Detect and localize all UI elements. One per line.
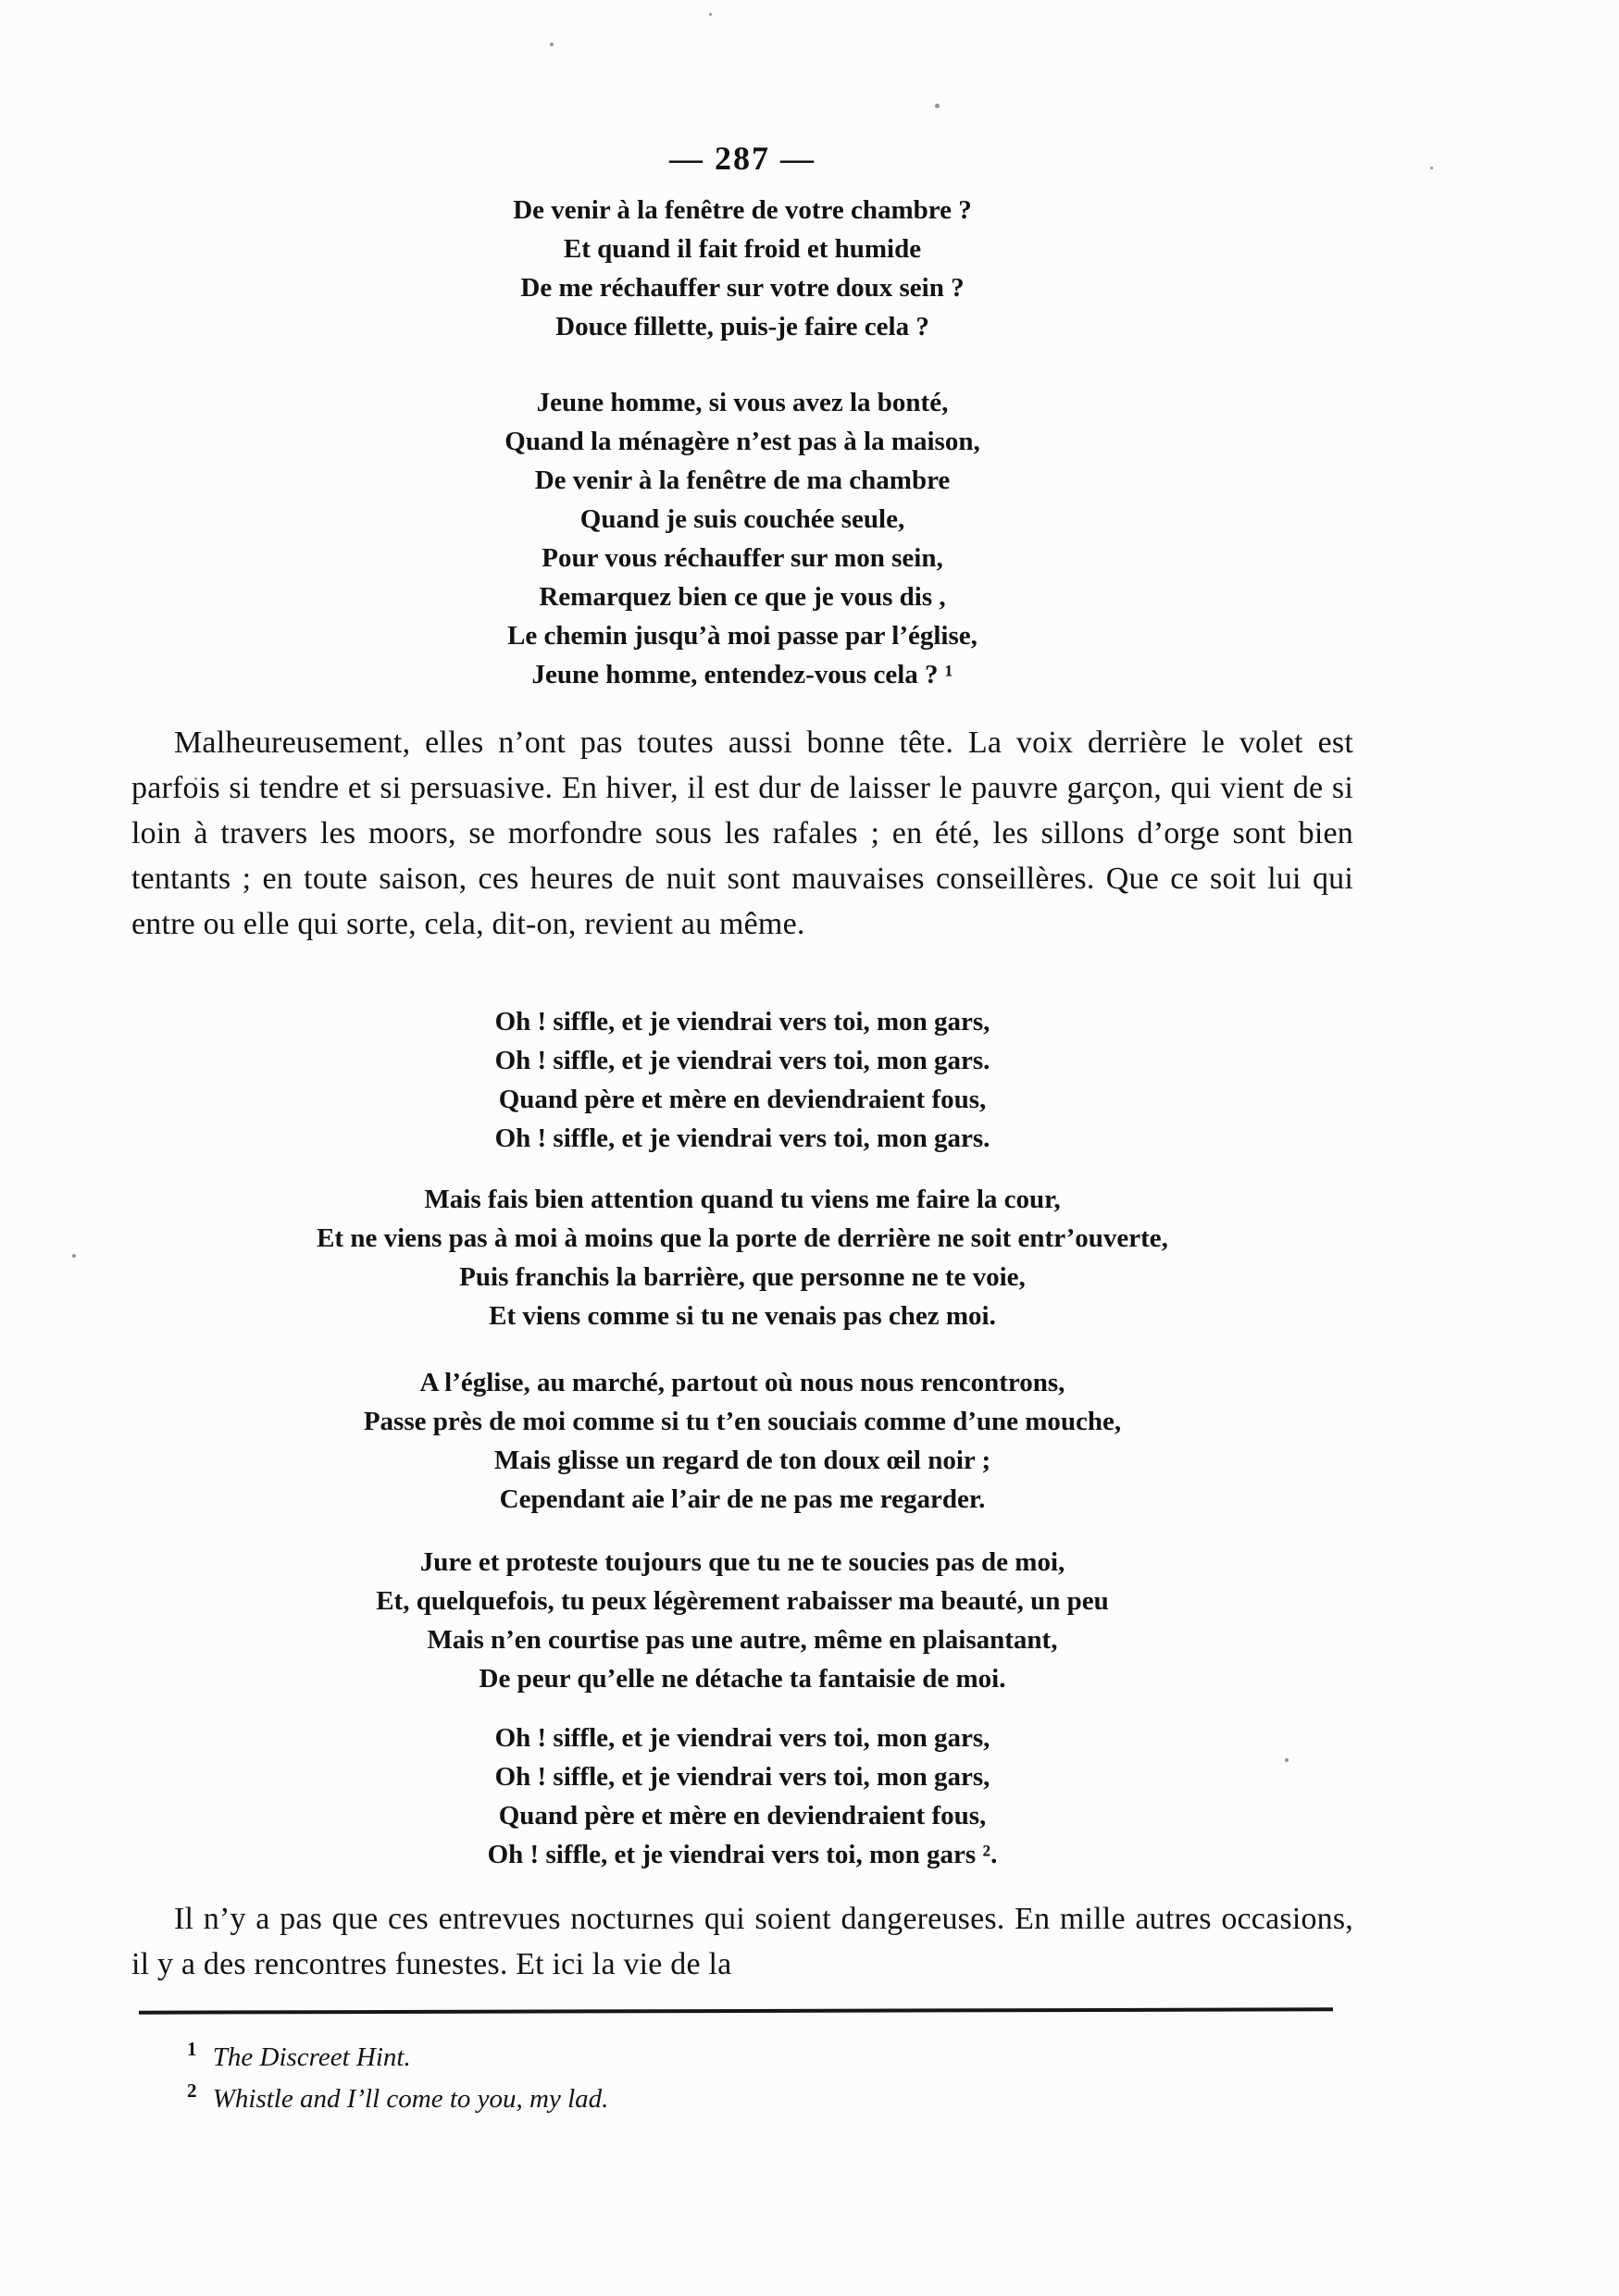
verse-line: Et viens comme si tu ne venais pas chez moi. [489, 1301, 996, 1331]
verse-line: Remarquez bien ce que je vous dis , [539, 582, 946, 612]
verse-stanza-1 [131, 191, 1353, 346]
footnote-text: Whistle and I’ll come to you, my lad. [212, 2084, 609, 2114]
verse-line: Passe près de moi comme si tu t’en souciais comme d’une mouche, [363, 1407, 1122, 1436]
verse-line: Oh ! siffle, et je viendrai vers toi, mon gars, [494, 1723, 990, 1753]
prose-paragraph-2: Il n’y a pas que ces entrevues nocturnes qui soient dangereuses. En mille autres occasions, il y a des rencontres funestes. Et ici la vie de la [131, 1902, 1353, 1981]
verse-line: Oh ! siffle, et je viendrai vers toi, mon gars. [494, 1123, 990, 1153]
verse-line: Oh ! siffle, et je viendrai vers toi, mon gars ². [487, 1840, 998, 1869]
scan-speck [72, 1254, 76, 1258]
footnote-separator-rule [139, 2007, 1333, 2014]
verse-line: Mais n’en courtise pas une autre, même en plaisantant, [427, 1625, 1058, 1655]
verse-line: Quand je suis couchée seule, [579, 504, 905, 534]
verse-line: Mais fais bien attention quand tu viens me faire la cour, [424, 1185, 1061, 1214]
verse-line: Jeune homme, si vous avez la bonté, [536, 388, 949, 417]
verse-line: De peur qu’elle ne détache ta fantaisie de moi. [479, 1664, 1006, 1694]
page-number: — 287 — [669, 140, 816, 177]
verse-line: De me réchauffer sur votre doux sein ? [520, 273, 965, 303]
verse-line: Le chemin jusqu’à moi passe par l’église, [507, 621, 978, 651]
footnote-marker: 2 [187, 2079, 197, 2103]
verse-line: Cependant aie l’air de ne pas me regarder. [499, 1484, 986, 1514]
verse-line: A l’église, au marché, partout où nous nous rencontrons, [419, 1368, 1065, 1397]
verse-stanza-2 [131, 383, 1353, 694]
verse-line: De venir à la fenêtre de votre chambre ? [513, 195, 972, 225]
footnote-1 [187, 2037, 1353, 2079]
verse-line: Jeune homme, entendez-vous cela ? ¹ [531, 660, 953, 689]
verse-stanza-5 [131, 1543, 1353, 1698]
verse-line: Douce fillette, puis-je faire cela ? [555, 312, 929, 341]
verse-line: Mais glisse un regard de ton doux œil noir ; [493, 1446, 991, 1475]
footnotes [187, 2037, 1353, 2120]
verse-line: Quand la ménagère n’est pas à la maison, [504, 427, 980, 456]
text-block [131, 0, 1353, 2120]
verse-line: Quand père et mère en deviendraient fous, [498, 1085, 987, 1114]
verse-line: De venir à la fenêtre de ma chambre [534, 465, 951, 495]
verse-line: Oh ! siffle, et je viendrai vers toi, mon gars, [494, 1007, 990, 1036]
verse-line: Quand père et mère en deviendraient fous, [498, 1801, 987, 1831]
verse-line: Pour vous réchauffer sur mon sein, [542, 543, 943, 573]
verse-refrain-1 [131, 1002, 1353, 1158]
verse-stanza-3 [131, 1180, 1353, 1335]
footnote-marker: 1 [187, 2038, 197, 2061]
scan-speck [1430, 167, 1433, 169]
verse-refrain-2 [131, 1719, 1353, 1874]
verse-stanza-4 [131, 1363, 1353, 1519]
verse-line: Jure et proteste toujours que tu ne te soucies pas de moi, [419, 1547, 1065, 1577]
verse-line: Et, quelquefois, tu peux légèrement rabaisser ma beauté, un peu [376, 1586, 1109, 1616]
verse-line: Oh ! siffle, et je viendrai vers toi, mon gars. [494, 1046, 990, 1075]
footnote-2 [187, 2079, 1353, 2120]
verse-line: Et ne viens pas à moi à moins que la porte de derrière ne soit entr’ouverte, [317, 1223, 1168, 1253]
verse-line: Oh ! siffle, et je viendrai vers toi, mon gars, [494, 1762, 990, 1792]
verse-line: Puis franchis la barrière, que personne ne te voie, [459, 1262, 1026, 1292]
footnote-text: The Discreet Hint. [212, 2042, 411, 2072]
prose-paragraph-1: Malheureusement, elles n’ont pas toutes aussi bonne tête. La voix derrière le volet est parfois si tendre et si persuasive. En hiver, il est dur de laisser le pauvre garçon, qui vient de si loin à travers les moors, se morfondre sous les rafales ; en été, les sillons d’orge sont bien tentants ; en toute saison, ces heures de nuit sont mauvaises conseillères. Que ce soit lui qui entre ou elle qui sorte, cela, dit-on, revient au même. [131, 726, 1353, 941]
verse-line: Et quand il fait froid et humide [563, 234, 922, 264]
